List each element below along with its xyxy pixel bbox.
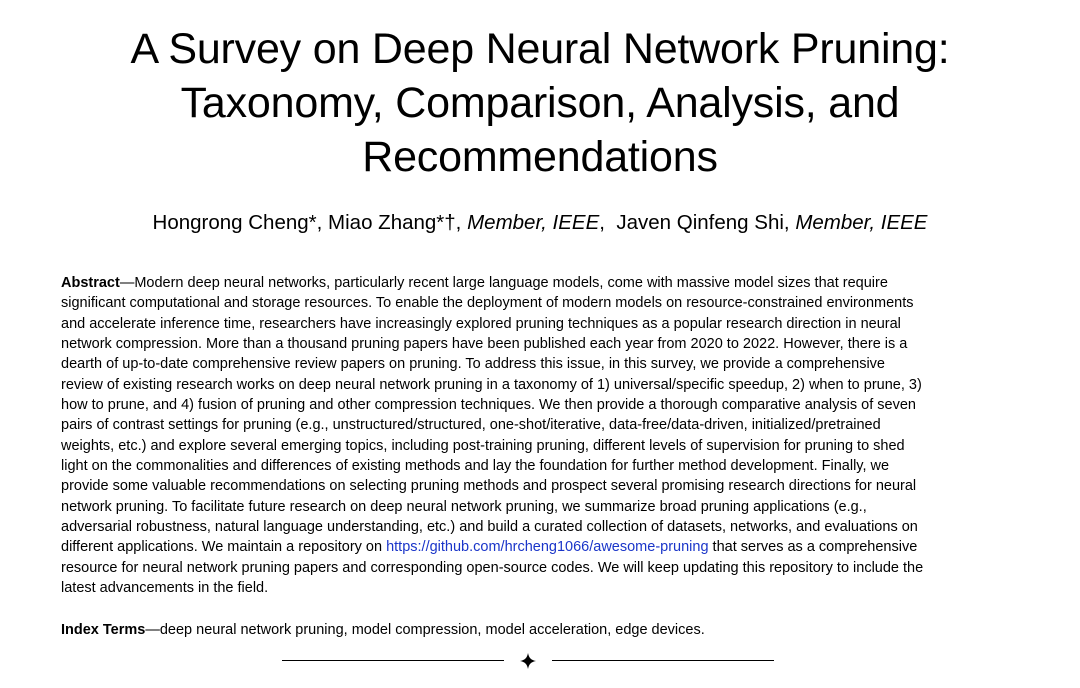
abstract-line <box>61 273 1021 293</box>
author-membership: Member, IEEE <box>795 211 928 234</box>
abstract-line: latest advancements in the field. <box>61 580 269 597</box>
abstract-text: that serves as a comprehensive <box>708 539 918 556</box>
abstract-line: light on the commonalities and differences of existing methods and lay the foundation for further method development. Finally, we <box>61 458 890 475</box>
abstract-line: pairs of contrast settings for pruning (e.g., unstructured/structured, one-shot/iterative, data-free/data-driven, initialized/pretrained <box>61 417 881 434</box>
index-terms-label: Index Terms <box>61 622 146 638</box>
abstract-label: Abstract <box>61 275 120 291</box>
diamond-icon <box>519 652 537 670</box>
repository-link[interactable]: https://github.com/hrcheng1066/awesome-pruning <box>386 539 709 556</box>
abstract-line: resource for neural network pruning papers and corresponding open-source codes. We will keep updating this repository to include the <box>61 559 924 576</box>
abstract-text: —Modern deep neural networks, particularly recent large language models, come with massive model sizes that require <box>119 275 888 291</box>
abstract <box>61 273 1021 599</box>
abstract-line: network compression. More than a thousand pruning papers have been published each year from 2020 to 2022. However, there is a <box>61 336 908 353</box>
abstract-line: dearth of up-to-date comprehensive review papers on pruning. To address this issue, in this survey, we provide a comprehensive <box>61 356 885 373</box>
abstract-line: provide some valuable recommendations on selecting pruning methods and prospect several promising research directions for neural <box>61 478 917 495</box>
index-terms <box>61 620 705 640</box>
abstract-line: weights, etc.) and explore several emerging topics, including post-training pruning, different levels of supervision for pruning to shed <box>61 437 905 454</box>
separator-rule <box>282 660 504 661</box>
abstract-line: how to prune, and 4) fusion of pruning and other compression techniques. We then provide a thorough comparative analysis of seven <box>61 397 916 414</box>
title-line: Recommendations <box>362 133 718 181</box>
title-line: A Survey on Deep Neural Network Pruning: <box>130 25 950 73</box>
abstract-line: review of existing research works on deep neural network pruning in a taxonomy of 1) universal/specific speedup, 2) when to prune, 3) <box>61 376 922 393</box>
author-separator: , <box>599 211 605 234</box>
abstract-line: and accelerate inference time, researchers have increasingly explored pruning techniques as a popular research direction in neural <box>61 315 901 332</box>
abstract-line: significant computational and storage resources. To enable the deployment of modern models on resource-constrained environments <box>61 295 914 312</box>
author-name: Javen Qinfeng Shi, <box>616 211 790 234</box>
abstract-text: different applications. We maintain a repository on <box>61 539 387 556</box>
author-membership: Member, IEEE <box>467 211 600 234</box>
separator-rule <box>552 660 774 661</box>
author-name: Hongrong Cheng*, <box>152 211 323 234</box>
abstract-line: adversarial robustness, natural language understanding, etc.) and build a curated collection of datasets, networks, and evaluations on <box>61 519 918 536</box>
abstract-line: network pruning. To facilitate future research on deep neural network pruning, we summarize broad pruning applications (e.g., <box>61 498 867 515</box>
author-list <box>20 208 1060 238</box>
paper-title <box>20 22 1060 184</box>
abstract-line <box>61 537 1021 557</box>
section-separator <box>282 652 774 670</box>
author-name: Miao Zhang*†, <box>328 211 462 234</box>
title-line: Taxonomy, Comparison, Analysis, and <box>180 79 900 127</box>
index-terms-text: —deep neural network pruning, model compression, model acceleration, edge devices. <box>145 622 705 638</box>
